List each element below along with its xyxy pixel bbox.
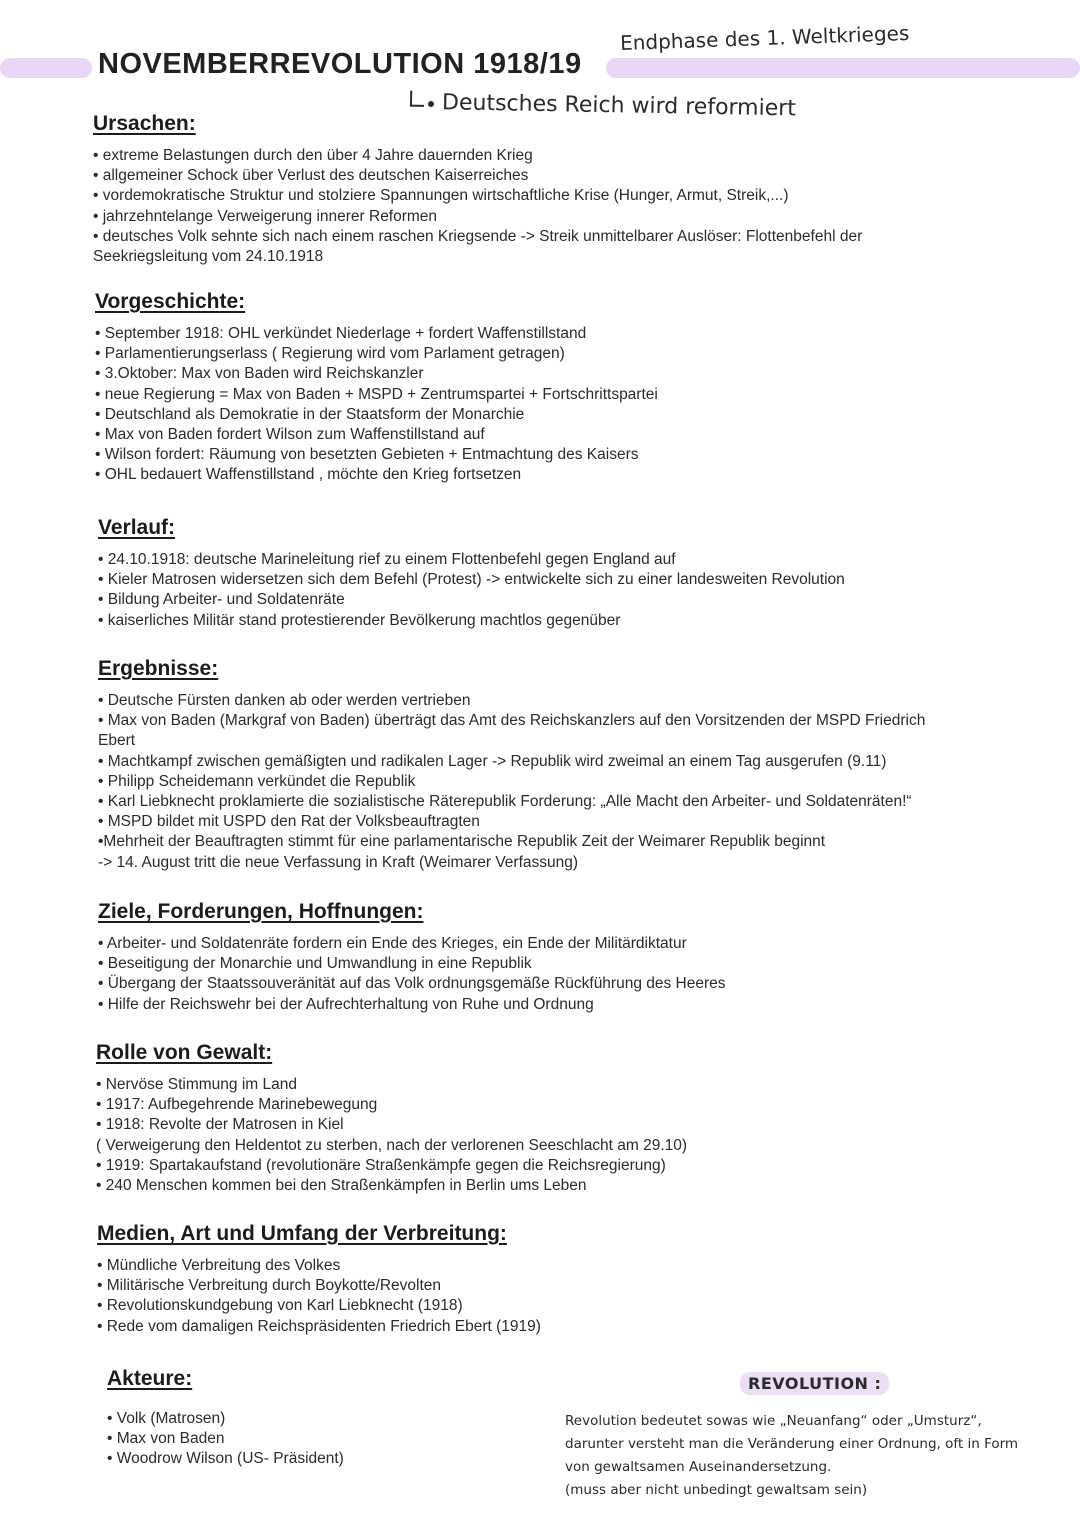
list-item: Seekriegsleitung vom 24.10.1918 xyxy=(93,248,324,266)
revolution-text xyxy=(565,1410,1075,1502)
list-item: • 240 Menschen kommen bei den Straßenkämpfen in Berlin ums Leben xyxy=(96,1177,587,1195)
list-item: • Max von Baden xyxy=(107,1430,225,1448)
list-item: • Hilfe der Reichswehr bei der Aufrechterhaltung von Ruhe und Ordnung xyxy=(98,995,594,1013)
section-lines xyxy=(98,934,726,1015)
section-lines xyxy=(95,324,658,486)
list-item: • Parlamentierungserlass ( Regierung wird vom Parlament getragen) xyxy=(95,345,565,363)
section-ursachen xyxy=(93,112,862,267)
list-item: • Machtkampf zwischen gemäßigten und radikalen Lager -> Republik wird zweimal an einem Tag ausgerufen (9.11) xyxy=(98,752,887,770)
list-item: • vordemokratische Struktur und stolziere Spannungen wirtschaftliche Krise (Hunger, Armut, Streik,...) xyxy=(93,187,789,205)
list-item: • jahrzehntelange Verweigerung innerer Reformen xyxy=(93,207,438,225)
list-item: • neue Regierung = Max von Baden + MSPD + Zentrumspartei + Fortschrittspartei xyxy=(95,385,658,403)
list-item: • Übergang der Staatssouveränität auf das Volk ordnungsgemäße Rückführung des Heeres xyxy=(98,975,726,993)
list-item: • Beseitigung der Monarchie und Umwandlung in eine Republik xyxy=(98,955,532,973)
list-item: • 1919: Spartakaufstand (revolutionäre Straßenkämpfe gegen die Reichsregierung) xyxy=(96,1156,666,1174)
revolution-line: (muss aber nicht unbedingt gewaltsam sein) xyxy=(565,1482,868,1498)
section-medien xyxy=(97,1222,541,1337)
list-item: • Bildung Arbeiter- und Soldatenräte xyxy=(98,591,345,609)
list-item: • Nervöse Stimmung im Land xyxy=(96,1076,297,1093)
list-item: • Wilson fordert: Räumung von besetzten Gebieten + Entmachtung des Kaisers xyxy=(95,446,639,464)
list-item: • Deutschland als Demokratie in der Staatsform der Monarchie xyxy=(95,405,525,423)
section-heading: Vorgeschichte: xyxy=(95,290,246,313)
page-title: NOVEMBERREVOLUTION 1918/19 xyxy=(98,48,582,80)
list-item: • 24.10.1918: deutsche Marineleitung rief zu einem Flottenbefehl gegen England auf xyxy=(98,551,676,568)
list-item: Ebert xyxy=(98,732,136,750)
list-item: ( Verweigerung den Heldentot zu sterben, nach der verlorenen Seeschlacht am 29.10) xyxy=(96,1136,688,1154)
list-item: • Arbeiter- und Soldatenräte fordern ein Ende des Krieges, ein Ende der Militärdiktatur xyxy=(98,935,687,952)
title-highlight-left xyxy=(0,58,92,78)
arrow-icon xyxy=(410,91,424,107)
list-item: • Mündliche Verbreitung des Volkes xyxy=(97,1257,341,1274)
list-item: • Woodrow Wilson (US- Präsident) xyxy=(107,1450,344,1468)
list-item: • 3.Oktober: Max von Baden wird Reichskanzler xyxy=(95,365,424,383)
section-lines xyxy=(97,1256,541,1337)
list-item: • extreme Belastungen durch den über 4 Jahre dauernden Krieg xyxy=(93,147,533,164)
list-item: • OHL bedauert Waffenstillstand , möchte den Krieg fortsetzen xyxy=(95,466,522,484)
list-item: • 1918: Revolte der Matrosen in Kiel xyxy=(96,1116,344,1134)
list-item: •Mehrheit der Beauftragten stimmt für eine parlamentarische Republik Zeit der Weimarer Republik beginnt xyxy=(98,833,826,851)
list-item: • deutsches Volk sehnte sich nach einem raschen Kriegsende -> Streik unmittelbarer Auslöser: Flottenbefehl der xyxy=(93,227,863,245)
list-item: • Max von Baden fordert Wilson zum Waffenstillstand auf xyxy=(95,426,485,444)
list-item: • Kieler Matrosen widersetzen sich dem Befehl (Protest) -> entwickelte sich zu einer landesweiten Revolution xyxy=(98,571,845,589)
list-item: • Militärische Verbreitung durch Boykotte/Revolten xyxy=(97,1277,442,1295)
section-lines xyxy=(98,550,845,631)
section-heading: Ziele, Forderungen, Hoffnungen: xyxy=(98,900,424,923)
list-item: • 1917: Aufbegehrende Marinebewegung xyxy=(96,1096,378,1114)
section-heading: Rolle von Gewalt: xyxy=(96,1041,273,1064)
list-item: • Philipp Scheidemann verkündet die Republik xyxy=(98,772,416,790)
section-verlauf xyxy=(98,516,845,631)
list-item: • Deutsche Fürsten danken ab oder werden vertrieben xyxy=(98,692,471,709)
section-heading: Ursachen: xyxy=(93,112,196,135)
section-heading: Ergebnisse: xyxy=(98,657,219,680)
list-item: • allgemeiner Schock über Verlust des deutschen Kaiserreiches xyxy=(93,167,529,185)
revolution-line: von gewaltsamen Auseinandersetzung. xyxy=(565,1459,832,1475)
section-ziele xyxy=(98,900,726,1015)
revolution-line: Revolution bedeutet sowas wie „Neuanfang“ oder „Umsturz“, xyxy=(565,1413,982,1429)
section-heading: Medien, Art und Umfang der Verbreitung: xyxy=(97,1222,507,1245)
list-item: • MSPD bildet mit USPD den Rat der Volksbeauftragten xyxy=(98,813,480,831)
section-lines xyxy=(96,1075,687,1196)
section-lines xyxy=(93,146,862,267)
handwritten-note-sub-text: Deutsches Reich wird reformiert xyxy=(441,90,797,122)
revolution-title: REVOLUTION : xyxy=(740,1372,889,1395)
section-heading: Akteure: xyxy=(107,1367,193,1390)
section-rolle-von-gewalt xyxy=(96,1041,687,1196)
list-item: • Karl Liebknecht proklamierte die sozialistische Räterepublik Forderung: „Alle Macht den Arbeiter- und Soldatenräten!“ xyxy=(98,793,912,811)
section-vorgeschichte xyxy=(95,290,658,486)
list-item: • Revolutionskundgebung von Karl Liebknecht (1918) xyxy=(97,1297,463,1315)
section-heading: Verlauf: xyxy=(98,516,176,539)
section-ergebnisse xyxy=(98,657,925,873)
revolution-line: darunter versteht man die Veränderung einer Ordnung, oft in Form xyxy=(565,1436,1019,1452)
section-lines xyxy=(107,1409,344,1470)
list-item: -> 14. August tritt die neue Verfassung in Kraft (Weimarer Verfassung) xyxy=(98,853,579,871)
list-item: • Max von Baden (Markgraf von Baden) überträgt das Amt des Reichskanzlers auf den Vorsitzenden der MSPD Friedrich xyxy=(98,712,926,730)
section-akteure xyxy=(107,1367,344,1470)
title-highlight-right xyxy=(606,58,1080,78)
handwritten-note-top: Endphase des 1. Weltkrieges xyxy=(619,20,910,56)
list-item: • Volk (Matrosen) xyxy=(107,1410,226,1427)
list-item: • Rede vom damaligen Reichspräsidenten Friedrich Ebert (1919) xyxy=(97,1317,541,1335)
bullet-icon xyxy=(428,101,434,107)
list-item: • September 1918: OHL verkündet Niederlage + fordert Waffenstillstand xyxy=(95,325,587,342)
list-item: • kaiserliches Militär stand protestierender Bevölkerung machtlos gegenüber xyxy=(98,611,621,629)
section-lines xyxy=(98,691,925,873)
